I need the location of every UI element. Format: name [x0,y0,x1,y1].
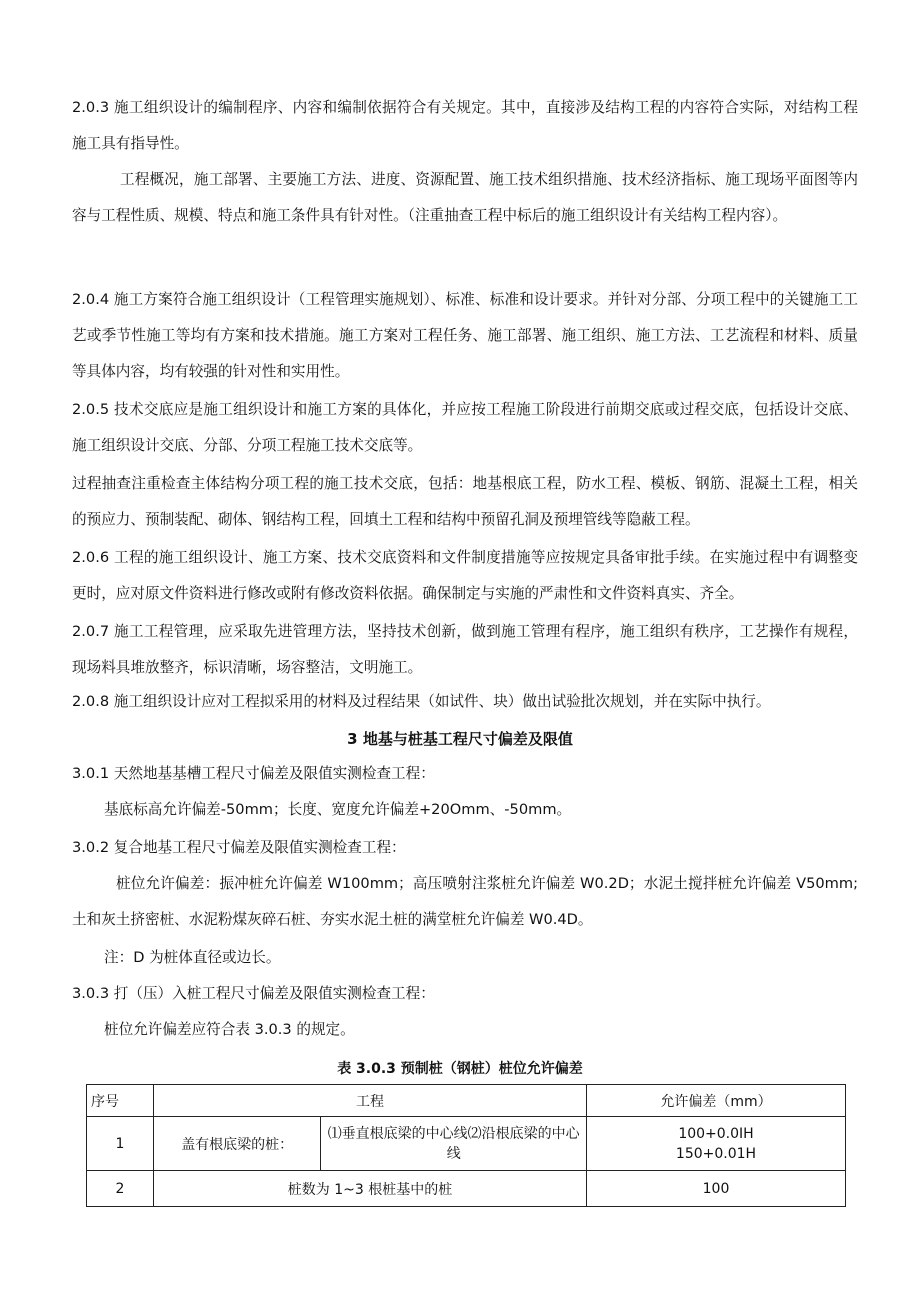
header-no: 序号 [87,1085,154,1117]
paragraph-2-0-3: 2.0.3 施工组织设计的编制程序、内容和编制依据符合有关规定。其中，直接涉及结构工程的内容符合实际，对结构工程施工具有指导性。 [72,99,858,152]
paragraph-2-0-5-detail: 过程抽查注重检查主体结构分项工程的施工技术交底，包括：地基根底工程，防水工程、模板、钢筋、混凝土工程，相关的预应力、预制装配、砌体、钢结构工程，回填土工程和结构中预留孔洞及预埋管线等隐蔽工程。 [72,475,858,528]
tolerance-table [86,1084,846,1207]
paragraph-2-0-3-detail: 工程概况，施工部署、主要施工方法、进度、资源配置、施工技术组织措施、技术经济指标、施工现场平面图等内容与工程性质、规模、特点和施工条件具有针对性。（注重抽查工程中标后的施工组织设计有关结构工程内容）。 [72,171,858,224]
header-tolerance: 允许偏差（mm） [587,1085,846,1117]
row-1-tolerance [587,1117,846,1171]
paragraph-3-0-3: 3.0.3 打（压）入桩工程尺寸偏差及限值实测检查工程： [72,985,435,1002]
paragraph-2-0-4: 2.0.4 施工方案符合施工组织设计（工程管理实施规划）、标准、标准和设计要求。并针对分部、分项工程中的关键施工工艺或季节性施工等均有方案和技术措施。施工方案对工程任务、施工部署、施工组织、施工方法、工艺流程和材料、质量等具体内容，均有较强的针对性和实用性。 [72,291,858,380]
row-1-tolerance-2: 150+0.01H [675,1145,757,1162]
row-2-item: 桩数为 1~3 根桩基中的桩 [154,1171,587,1207]
row-1-item: 盖有根底梁的桩： [154,1117,321,1171]
row-1-sub: ⑴垂直根底梁的中心线⑵沿根底梁的中心线 [321,1117,587,1171]
row-1-tolerance-1: 100+0.0IH [678,1125,754,1142]
paragraph-2-0-6: 2.0.6 工程的施工组织设计、施工方案、技术交底资料和文件制度措施等应按规定具备审批手续。在实施过程中有调整变更时，应对原文件资料进行修改或附有修改资料依据。确保制定与实施的严肃性和文件资料真实、齐全。 [72,549,858,602]
paragraph-3-0-3-detail: 桩位允许偏差应符合表 3.0.3 的规定。 [104,1021,355,1038]
row-2-tolerance: 100 [587,1171,846,1207]
paragraph-3-0-1-detail: 基底标高允许偏差-50mm；长度、宽度允许偏差+20Omm、-50mm。 [104,801,572,818]
paragraph-3-0-2-detail: 桩位允许偏差：振冲桩允许偏差 W100mm；高压喷射注浆桩允许偏差 W0.2D；水泥土搅拌桩允许偏差 V50mm;土和灰土挤密桩、水泥粉煤灰碎石桩、夯实水泥土桩的满堂桩允许偏差 W0.4D。 [72,875,858,928]
header-item: 工程 [154,1085,587,1117]
paragraph-3-0-2-note: 注：D 为桩体直径或边长。 [104,949,281,966]
paragraph-2-0-7: 2.0.7 施工工程管理，应采取先进管理方法，坚持技术创新，做到施工管理有程序，施工组织有秩序，工艺操作有规程，现场料具堆放整齐，标识清晰，场容整洁，文明施工。 [72,623,858,676]
section-heading-3: 3 地基与桩基工程尺寸偏差及限值 [347,730,573,748]
paragraph-2-0-5: 2.0.5 技术交底应是施工组织设计和施工方案的具体化，并应按工程施工阶段进行前期交底或过程交底，包括设计交底、施工组织设计交底、分部、分项工程施工技术交底等。 [72,401,858,454]
table-caption: 表 3.0.3 预制桩（钢桩）桩位允许偏差 [337,1061,583,1077]
paragraph-3-0-1: 3.0.1 天然地基基槽工程尺寸偏差及限值实测检查工程： [72,765,435,782]
table-row [87,1117,846,1171]
paragraph-2-0-8: 2.0.8 施工组织设计应对工程拟采用的材料及过程结果（如试件、块）做出试验批次规划，并在实际中执行。 [72,693,771,710]
row-2-no: 2 [87,1171,154,1207]
paragraph-3-0-2: 3.0.2 复合地基工程尺寸偏差及限值实测检查工程： [72,839,406,856]
row-1-no: 1 [87,1117,154,1171]
table-row [87,1171,846,1207]
table-header-row [87,1085,846,1117]
